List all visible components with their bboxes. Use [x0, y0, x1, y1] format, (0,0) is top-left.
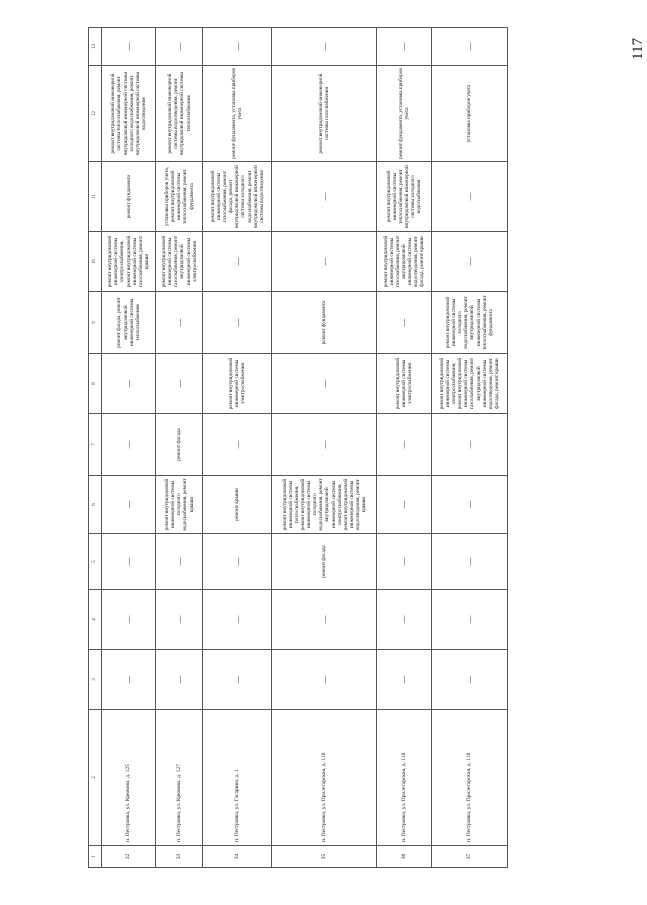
rotated-table-container	[88, 28, 508, 868]
work-cell: установка приборов учета	[431, 66, 507, 162]
work-cell: ремонт внутридомовой инженерной системы электроснабжения, ремонт внутридомовой инженерной системы газоснабжения, ремонт крыши	[102, 232, 156, 292]
empty-cell: —	[431, 162, 507, 232]
empty-cell: —	[377, 650, 431, 710]
work-cell: ремонт фундамента	[272, 292, 377, 354]
empty-cell: —	[272, 232, 377, 292]
header-cell: 2	[89, 710, 102, 846]
empty-cell: —	[377, 476, 431, 534]
empty-cell: —	[203, 28, 272, 66]
empty-cell: —	[203, 232, 272, 292]
empty-cell: —	[102, 414, 156, 476]
empty-cell: —	[203, 534, 272, 590]
empty-cell: —	[156, 354, 203, 414]
empty-cell: —	[156, 650, 203, 710]
table-row	[203, 28, 272, 868]
row-number: 32	[102, 846, 156, 868]
table-body	[89, 28, 508, 868]
address-cell: п. Пестравка, ул. Гагарина, д. 1	[203, 710, 272, 846]
empty-cell: —	[377, 292, 431, 354]
header-cell: 3	[89, 650, 102, 710]
empty-cell: —	[156, 534, 203, 590]
row-number: 37	[431, 846, 507, 868]
empty-cell: —	[272, 650, 377, 710]
address-cell: п. Пестравка, ул. Крюкова, д. 125	[102, 710, 156, 846]
work-cell: ремонт фундамента, установка приборов учета	[377, 66, 431, 162]
empty-cell: —	[102, 534, 156, 590]
table-row	[102, 28, 156, 868]
header-cell: 12	[89, 66, 102, 162]
empty-cell: —	[156, 590, 203, 650]
work-cell: ремонт внутридомовой инженерной системы холодного водоснабжения, ремонт внутридомовой инженерной системы теплоснабжения, ремонт фундамента	[431, 292, 507, 354]
header-row	[89, 28, 102, 868]
work-cell: ремонт фасада	[272, 534, 377, 590]
repair-schedule-table	[88, 27, 508, 868]
work-cell: ремонт внутридомовой инженерной системы теплоснабжения, ремонт внутридомовой инженерной системы холодного водоснабжения, ремонт внутридомовой инженерной системы электроснабжения, ремонт внутридомовой инженерной системы водоотведения, ремонт крыши	[272, 476, 377, 534]
header-cell: 4	[89, 590, 102, 650]
header-cell: 7	[89, 414, 102, 476]
work-cell: ремонт внутридомовой инженерной системы газоснабжения, ремонт внутридомовой инженерной системы электроснабжения	[156, 232, 203, 292]
work-cell: ремонт фундамента	[102, 162, 156, 232]
header-cell: 10	[89, 232, 102, 292]
header-cell: 11	[89, 162, 102, 232]
address-cell: п. Пестравка, ул. Пролетарская, д. 118	[431, 710, 507, 846]
work-cell: ремонт внутридомовой инженерной системы теплоснабжения, ремонт внутридомовой инженерной системы холодного водоснабжения, ремонт внутридомовой инженерной системы водоотведения	[102, 66, 156, 162]
empty-cell: —	[377, 28, 431, 66]
work-cell: ремонт фундамента, установка приборов учета	[203, 66, 272, 162]
empty-cell: —	[431, 28, 507, 66]
empty-cell: —	[272, 414, 377, 476]
work-cell: установка приборов учета, ремонт внутридомовой инженерной системы теплоснабжения, ремонт фундамента	[156, 162, 203, 232]
header-cell: 9	[89, 292, 102, 354]
work-cell: ремонт внутридомовой инженерной системы водоотведения, ремонт внутридомовой инженерной системы теплоснабжения	[156, 66, 203, 162]
work-cell: ремонт внутридомовой инженерной системы электроснабжения	[377, 354, 431, 414]
work-cell: ремонт внутридомовой инженерной системы электроснабжения, ремонт внутридомовой инженерной системы газоснабжения, ремонт внутридомовой инженерной системы водоотведения, ремонт фасада, ремонт крыши	[431, 354, 507, 414]
header-cell: 1	[89, 846, 102, 868]
row-number: 36	[377, 846, 431, 868]
empty-cell: —	[203, 650, 272, 710]
empty-cell: —	[156, 28, 203, 66]
empty-cell: —	[102, 354, 156, 414]
address-cell: п. Пестравка, ул. Пролетарская, д. 118	[377, 710, 431, 846]
empty-cell: —	[431, 650, 507, 710]
work-cell: ремонт внутридомовой инженерной системы теплоснабжения, ремонт внутридомовой инженерной системы холодного водоснабжения	[377, 162, 431, 232]
empty-cell: —	[203, 292, 272, 354]
header-cell: 6	[89, 476, 102, 534]
empty-cell: —	[431, 414, 507, 476]
work-cell: ремонт внутридомовой инженерной системы электроснабжения	[203, 354, 272, 414]
header-cell: 5	[89, 534, 102, 590]
address-cell: п. Пестравка, ул. Пролетарская, д. 116	[272, 710, 377, 846]
empty-cell: —	[203, 590, 272, 650]
empty-cell: —	[431, 534, 507, 590]
page-number: 117	[630, 38, 646, 60]
empty-cell: —	[272, 28, 377, 66]
table-row	[431, 28, 507, 868]
empty-cell: —	[431, 590, 507, 650]
empty-cell: —	[203, 414, 272, 476]
empty-cell: —	[377, 534, 431, 590]
empty-cell: —	[431, 232, 507, 292]
empty-cell: —	[377, 590, 431, 650]
empty-cell: —	[272, 590, 377, 650]
row-number: 35	[272, 846, 377, 868]
row-number: 34	[203, 846, 272, 868]
empty-cell: —	[272, 162, 377, 232]
table-row	[272, 28, 377, 868]
work-cell: ремонт внутридомовой инженерной системы газоснабжения	[272, 66, 377, 162]
empty-cell: —	[431, 476, 507, 534]
empty-cell: —	[377, 414, 431, 476]
table-row	[156, 28, 203, 868]
work-cell: ремонт фасада, ремонт внутридомовой инженерной системы теплоснабжения	[102, 292, 156, 354]
table-row	[377, 28, 431, 868]
empty-cell: —	[272, 354, 377, 414]
work-cell: ремонт фасада	[156, 414, 203, 476]
header-cell: 8	[89, 354, 102, 414]
empty-cell: —	[102, 650, 156, 710]
work-cell: ремонт внутридомовой инженерной системы холодного водоснабжения, ремонт крыши	[156, 476, 203, 534]
empty-cell: —	[102, 590, 156, 650]
empty-cell: —	[156, 292, 203, 354]
address-cell: п. Пестравка, ул. Крюкова, д. 127	[156, 710, 203, 846]
row-number: 33	[156, 846, 203, 868]
header-cell: 13	[89, 28, 102, 66]
work-cell: ремонт крыши	[203, 476, 272, 534]
work-cell: ремонт внутридомовой инженерной системы газоснабжения, ремонт фасада, ремонт внутридомовой инженерной системы холодного водоснабжения, ремонт внутридомовой инженерной системы водоотведения	[203, 162, 272, 232]
empty-cell: —	[102, 476, 156, 534]
empty-cell: —	[102, 28, 156, 66]
work-cell: ремонт внутридомовой инженерной системы газоснабжения, ремонт внутридомовой инженерной системы водоотведения, ремонт фасада, ремонт крыши	[377, 232, 431, 292]
